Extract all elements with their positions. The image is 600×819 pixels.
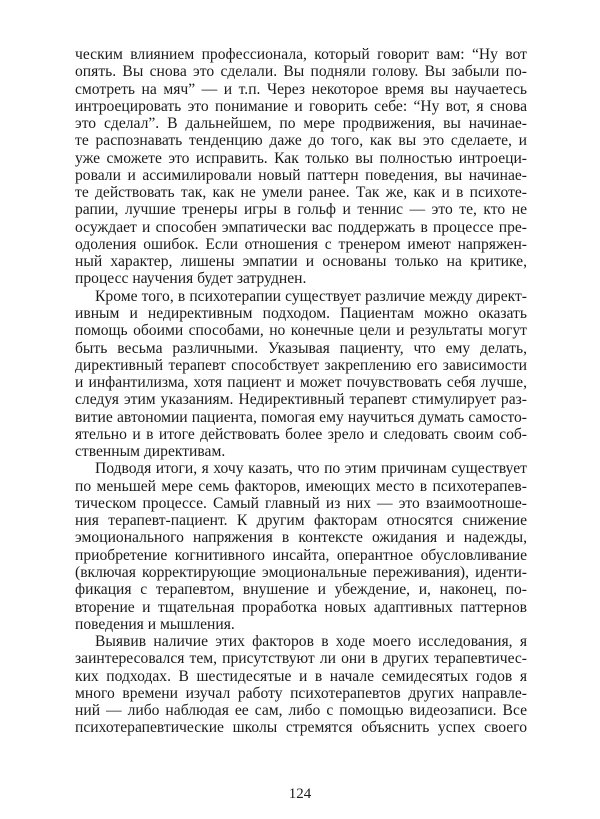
text-line: одоления ошибок. Если отношения с тренером имеют напряжен- [75,235,527,253]
page-body-text [75,46,527,737]
text-line: те действовать так, как не умели ранее. Так же, как и в психоте- [75,184,527,202]
text-line: ких подходах. В шестидесятые и в начале семидесятых годов я [75,667,527,685]
text-line: витие автономии пациента, помогая ему научиться думать самосто- [75,408,527,426]
paragraph [75,288,527,461]
text-line: фикация с терапевтом, внушение и убеждение, и, наконец, по- [75,581,527,599]
text-line: и инфантилизма, хотя пациент и может почувствовать себя лучше, [75,374,527,392]
paragraph [75,460,527,633]
text-line: процесс научения будет затруднен. [75,270,307,288]
paragraph [75,633,527,737]
text-line: ятельно и в итоге действовать более зрело и следовать своим соб- [75,425,527,443]
text-line: приобретение когнитивного инсайта, оперантное обусловливание [75,546,527,564]
text-line: Выявив наличие этих факторов в ходе моего исследования, я [95,633,527,651]
text-line: эмоционального напряжения в контексте ожидания и надежды, [75,529,527,547]
text-line: ний — либо наблюдая ее сам, либо с помощью видеозаписи. Все [75,702,527,720]
text-line: те распознавать тенденцию даже до того, как вы это сделаете, и [75,132,527,150]
text-line: ческим влиянием профессионала, который говорит вам: “Ну вот [75,46,527,63]
text-line: по меньшей мере семь факторов, имеющих место в психотерапев- [75,477,527,495]
paragraph [75,46,527,288]
text-line: помощь обоими способами, но конечные цели и результаты могут [75,322,527,340]
text-line: ровали и ассимилировали новый паттерн поведения, вы начинае- [75,166,527,184]
text-line: Подводя итоги, я хочу казать, что по этим причинам существует [95,460,527,478]
text-line: поведения и мышления. [75,615,235,633]
text-line: директивный терапевт способствует закреплению его зависимости [75,356,527,374]
text-line: ный характер, лишены эмпатии и основаны только на критике, [75,253,527,271]
text-line: опять. Вы снова это сделали. Вы подняли голову. Вы забыли по- [75,63,527,81]
text-line: это сделал”. В дальнейшем, по мере продвижения, вы начинае- [75,115,527,133]
text-line: рапии, лучшие тренеры игры в гольф и теннис — это те, кто не [75,201,527,219]
text-line: Кроме того, в психотерапии существует различие между директ- [95,287,527,305]
text-line: уже сможете это исправить. Как только вы полностью интроеци- [75,149,527,167]
page-number: 124 [288,786,312,802]
text-line: ственным директивам. [75,443,226,461]
text-line: следуя этим указаниям. Недирективный терапевт стимулирует раз- [75,391,527,409]
text-line: вторение и тщательная проработка новых адаптивных паттернов [75,598,527,616]
text-line: (включая корректирующие эмоциональные переживания), иденти- [75,563,527,581]
text-line: быть весьма различными. Указывая пациенту, что ему делать, [75,339,527,357]
text-line: смотреть на мяч” — и т.п. Через некоторое время вы научаетесь [75,80,527,98]
text-line: осуждает и способен эмпатически вас поддержать в процессе пре- [75,218,527,236]
text-line: психотерапевтические школы стремятся объяснить успех своего [75,719,527,737]
text-line: тическом процессе. Самый главный из них — это взаимоотноше- [75,494,527,512]
text-line: интроецировать это понимание и говорить себе: “Ну вот, я снова [75,97,527,115]
text-line: заинтересовался тем, присутствуют ли они в других терапевтичес- [75,650,527,668]
text-line: много времени изучал работу психотерапевтов других направле- [75,684,527,702]
text-line: ния терапевт-пациент. К другим факторам относятся снижение [75,512,527,530]
text-line: ивным и недирективным подходом. Пациентам можно оказать [75,304,527,322]
